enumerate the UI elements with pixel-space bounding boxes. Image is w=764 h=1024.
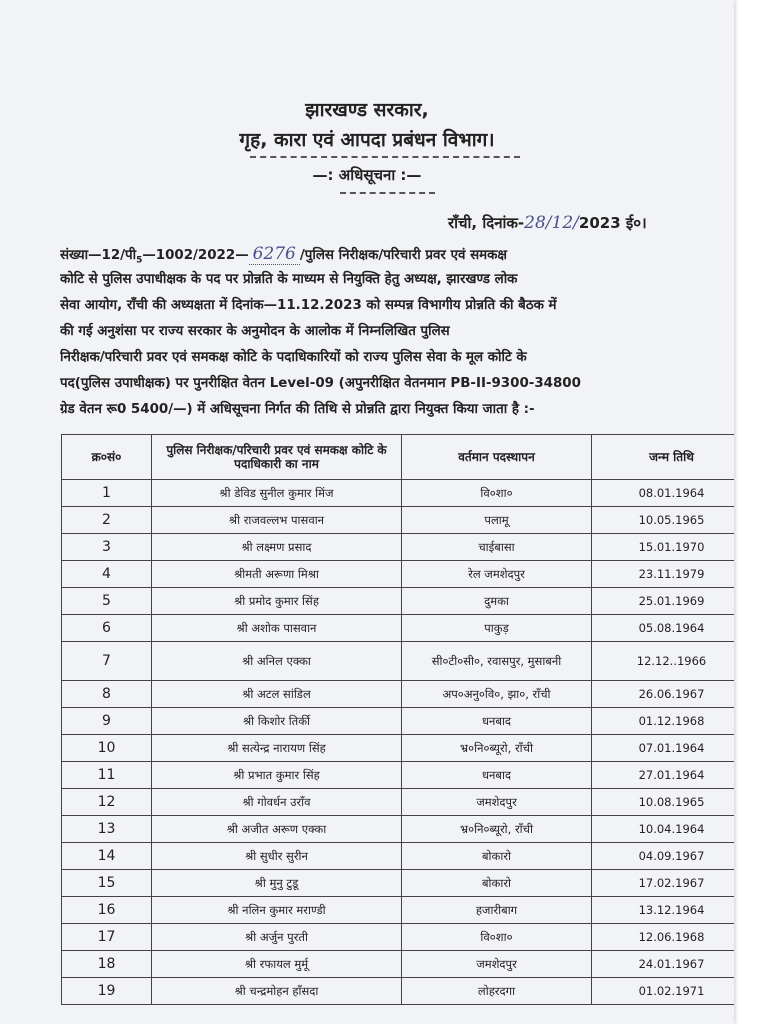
posting-cell: जमशेदपुर — [402, 789, 592, 816]
table-row — [62, 951, 735, 978]
table-row — [62, 708, 735, 735]
name-cell: श्री किशोर तिर्की — [152, 708, 402, 735]
name-cell: श्री चन्द्रमोहन हाँसदा — [152, 978, 402, 1005]
dob-cell: 23.11.1979 — [592, 561, 735, 588]
name-cell: श्री अटल सांडिल — [152, 681, 402, 708]
name-cell: श्री अजीत अरूण एक्का — [152, 816, 402, 843]
posting-cell: बोकारो — [402, 843, 592, 870]
name-cell: श्री अनिल एक्का — [152, 642, 402, 681]
body-line: सेवा आयोग, राँची की अध्यक्षता में दिनांक—11.12.2023 को सम्पन्न विभागीय प्रोन्नति की बैठक में — [60, 298, 557, 313]
table-row — [62, 615, 735, 642]
serial-cell: 7 — [62, 642, 152, 681]
serial-cell: 17 — [62, 924, 152, 951]
table-row — [62, 480, 735, 507]
dob-cell: 04.09.1967 — [592, 843, 735, 870]
posting-cell: वि०शा० — [402, 480, 592, 507]
date-year: 2023 ई०। — [578, 214, 647, 232]
reference-middle: —1002/2022— — [142, 248, 249, 263]
serial-cell: 9 — [62, 708, 152, 735]
serial-cell: 2 — [62, 507, 152, 534]
table-row — [62, 924, 735, 951]
header-underline — [250, 156, 520, 158]
table-row — [62, 897, 735, 924]
table-row — [62, 978, 735, 1005]
table-row — [62, 762, 735, 789]
posting-cell: अप०अनु०वि०, झा०, राँची — [402, 681, 592, 708]
name-cell: श्री सत्येन्द्र नारायण सिंह — [152, 735, 402, 762]
posting-cell: बोकारो — [402, 870, 592, 897]
dob-cell: 10.05.1965 — [592, 507, 735, 534]
serial-cell: 8 — [62, 681, 152, 708]
dob-cell: 24.01.1967 — [592, 951, 735, 978]
posting-cell: लोहरदगा — [402, 978, 592, 1005]
serial-cell: 3 — [62, 534, 152, 561]
dob-cell: 10.08.1965 — [592, 789, 735, 816]
name-cell: श्री लक्ष्मण प्रसाद — [152, 534, 402, 561]
table-row — [62, 816, 735, 843]
table-header-row — [62, 435, 735, 480]
name-cell: श्री अशोक पासवान — [152, 615, 402, 642]
dob-cell: 10.04.1964 — [592, 816, 735, 843]
serial-cell: 11 — [62, 762, 152, 789]
table-row — [62, 843, 735, 870]
dob-cell: 12.06.1968 — [592, 924, 735, 951]
name-cell: श्री नलिन कुमार मराण्डी — [152, 897, 402, 924]
posting-cell: वि०शा० — [402, 924, 592, 951]
dob-cell: 15.01.1970 — [592, 534, 735, 561]
body-line: ग्रेड वेतन रू0 5400/—) में अधिसूचना निर्गत की तिथि से प्रोन्नति द्वारा नियुक्त किया जाता है :- — [60, 402, 535, 417]
table-row — [62, 735, 735, 762]
notification-body — [60, 241, 734, 423]
posting-cell: पाकुड़ — [402, 615, 592, 642]
reference-line — [60, 241, 734, 267]
dob-cell: 27.01.1964 — [592, 762, 735, 789]
dob-cell: 01.02.1971 — [592, 978, 735, 1005]
table-row — [62, 870, 735, 897]
serial-cell: 13 — [62, 816, 152, 843]
notification-underline — [340, 192, 435, 194]
posting-cell: भ्र०नि०ब्यूरो, राँची — [402, 816, 592, 843]
dob-cell: 25.01.1969 — [592, 588, 735, 615]
dob-cell: 26.06.1967 — [592, 681, 735, 708]
dob-cell: 12.12..1966 — [592, 642, 735, 681]
handwritten-number: 6276 — [249, 244, 300, 265]
reference-suffix: /पुलिस निरीक्षक/परिचारी प्रवर एवं समकक्ष — [299, 248, 508, 263]
serial-cell: 14 — [62, 843, 152, 870]
header-dob: जन्म तिथि — [592, 435, 735, 480]
header-posting: वर्तमान पदस्थापन — [402, 435, 592, 480]
name-cell: श्री गोवर्धन उराँव — [152, 789, 402, 816]
posting-cell: दुमका — [402, 588, 592, 615]
table-row — [62, 681, 735, 708]
posting-cell: धनबाद — [402, 762, 592, 789]
posting-cell: सी०टी०सी०, रवासपुर, मुसाबनी — [402, 642, 592, 681]
name-cell: श्री मुनु टुडू — [152, 870, 402, 897]
posting-cell: हजारीबाग — [402, 897, 592, 924]
body-line: की गई अनुशंसा पर राज्य सरकार के अनुमोदन के आलोक में निम्नलिखित पुलिस — [60, 324, 450, 339]
serial-cell: 4 — [62, 561, 152, 588]
reference-prefix: संख्या—12/पी — [60, 248, 137, 263]
dob-cell: 17.02.1967 — [592, 870, 735, 897]
name-cell: श्री सुधीर सुरीन — [152, 843, 402, 870]
table-row — [62, 507, 735, 534]
dob-cell: 01.12.1968 — [592, 708, 735, 735]
header-serial: क्र०सं० — [62, 435, 152, 480]
serial-cell: 6 — [62, 615, 152, 642]
handwritten-date: 28/12/ — [524, 213, 579, 233]
posting-cell: भ्र०नि०ब्यूरो, राँची — [402, 735, 592, 762]
dob-cell: 08.01.1964 — [592, 480, 735, 507]
posting-cell: धनबाद — [402, 708, 592, 735]
table-row — [62, 534, 735, 561]
serial-cell: 1 — [62, 480, 152, 507]
name-cell: श्री राजवल्लभ पासवान — [152, 507, 402, 534]
notification-title: —: अधिसूचना :— — [312, 166, 422, 184]
reference-subscript: 5 — [136, 255, 143, 266]
table-row — [62, 561, 735, 588]
table-row — [62, 789, 735, 816]
table-row — [62, 642, 735, 681]
body-line: निरीक्षक/परिचारी प्रवर एवं समकक्ष कोटि के पदाधिकारियों को राज्य पुलिस सेवा के मूल कोटि के — [60, 350, 527, 365]
name-cell: श्री प्रमोद कुमार सिंह — [152, 588, 402, 615]
government-name: झारखण्ड सरकार, — [305, 99, 429, 121]
posting-cell: जमशेदपुर — [402, 951, 592, 978]
table-row — [62, 588, 735, 615]
dob-cell: 07.01.1964 — [592, 735, 735, 762]
dob-cell: 13.12.1964 — [592, 897, 735, 924]
serial-cell: 15 — [62, 870, 152, 897]
serial-cell: 12 — [62, 789, 152, 816]
serial-cell: 10 — [62, 735, 152, 762]
promotion-table — [61, 434, 734, 1005]
department-name: गृह, कारा एवं आपदा प्रबंधन विभाग। — [239, 129, 495, 151]
posting-cell: रेल जमशेदपुर — [402, 561, 592, 588]
name-cell: श्री प्रभात कुमार सिंह — [152, 762, 402, 789]
dateline — [448, 213, 647, 233]
serial-cell: 16 — [62, 897, 152, 924]
name-cell: श्री रफायल मुर्मू — [152, 951, 402, 978]
name-cell: श्रीमती अरूणा मिश्रा — [152, 561, 402, 588]
posting-cell: चाईबासा — [402, 534, 592, 561]
place-date-label: राँची, दिनांक- — [448, 214, 525, 232]
dob-cell: 05.08.1964 — [592, 615, 735, 642]
serial-cell: 5 — [62, 588, 152, 615]
body-line: कोटि से पुलिस उपाधीक्षक के पद पर प्रोन्नति के माध्यम से नियुक्ति हेतु अध्यक्ष, झारखण्ड लोक — [60, 272, 518, 287]
body-line: पद(पुलिस उपाधीक्षक) पर पुनरीक्षित वेतन Level-09 (अपुनरीक्षित वेतनमान PB-II-9300-34800 — [60, 376, 581, 391]
serial-cell: 19 — [62, 978, 152, 1005]
name-cell: श्री डेविड सुनील कुमार मिंज — [152, 480, 402, 507]
posting-cell: पलामू — [402, 507, 592, 534]
name-cell: श्री अर्जुन पुरती — [152, 924, 402, 951]
header-name: पुलिस निरीक्षक/परिचारी प्रवर एवं समकक्ष कोटि के पदाधिकारी का नाम — [152, 435, 402, 480]
serial-cell: 18 — [62, 951, 152, 978]
